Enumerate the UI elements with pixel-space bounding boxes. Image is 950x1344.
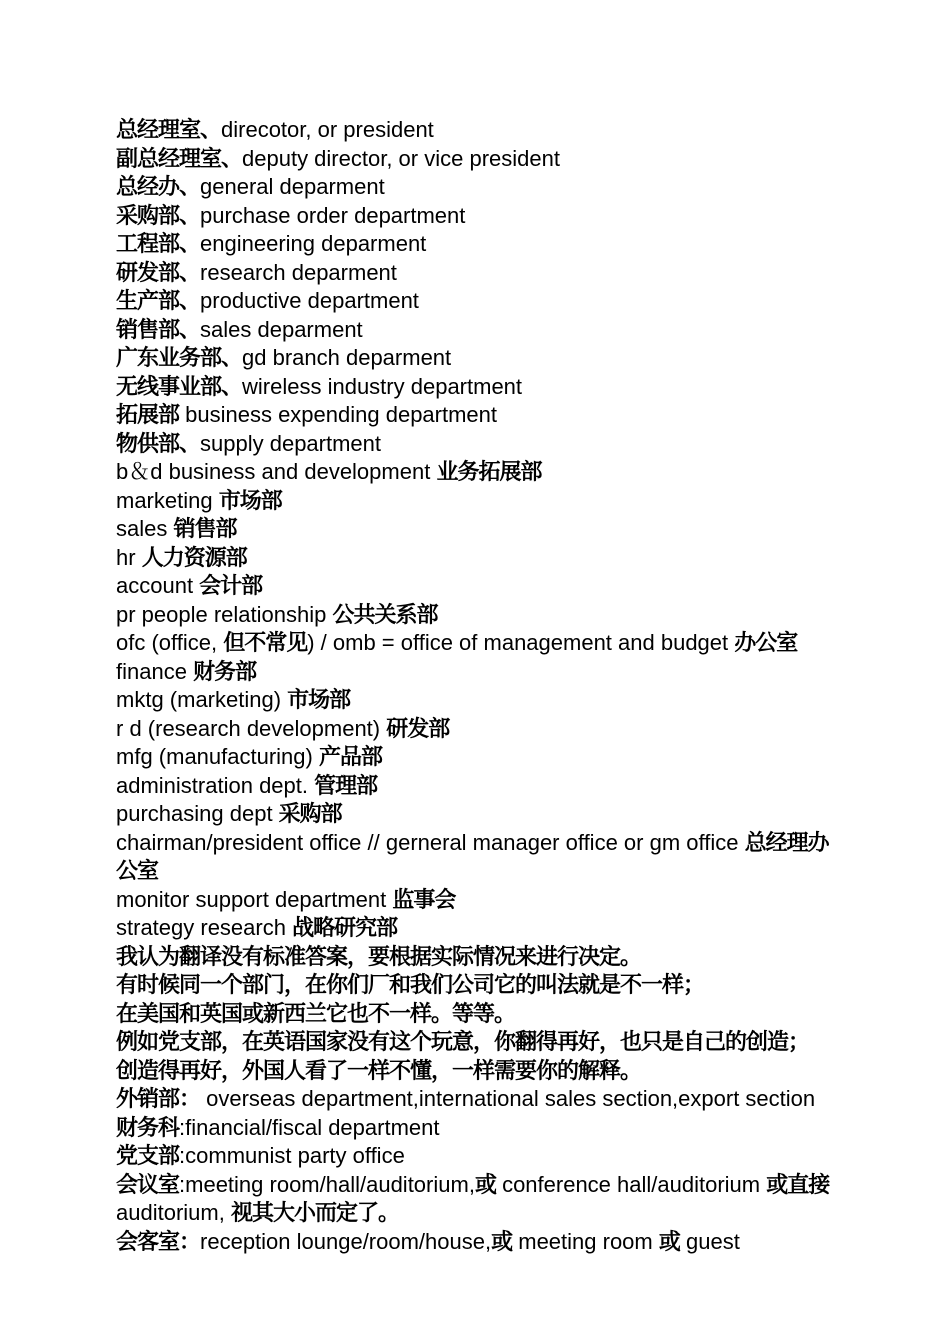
english-term: sales deparment bbox=[200, 316, 363, 342]
english-term: monitor support department bbox=[116, 886, 393, 912]
chinese-term: 无线事业部、 bbox=[116, 374, 243, 400]
text-line bbox=[116, 1000, 836, 1029]
text-line bbox=[116, 1228, 836, 1257]
text-line bbox=[116, 829, 836, 886]
english-term: deputy director, or vice president bbox=[242, 145, 560, 171]
english-term: engineering deparment bbox=[200, 231, 427, 256]
chinese-term: 采购部 bbox=[278, 802, 342, 827]
english-term: :communist party office bbox=[179, 1143, 405, 1168]
chinese-term: 采购部、 bbox=[116, 203, 201, 229]
english-term: ofc (office, bbox=[116, 630, 224, 655]
english-term: administration dept. bbox=[116, 772, 315, 798]
chinese-term: 会客室： bbox=[116, 1229, 201, 1255]
text-line bbox=[116, 800, 836, 829]
chinese-term: 或直接 bbox=[766, 1172, 830, 1198]
english-term: mktg (marketing) bbox=[116, 687, 288, 712]
chinese-term: 研发部 bbox=[386, 716, 450, 742]
chinese-term: 视其大小而定了。 bbox=[230, 1201, 399, 1226]
english-term: meeting room bbox=[512, 1228, 659, 1254]
english-term: general deparment bbox=[200, 174, 385, 199]
text-line bbox=[116, 943, 836, 972]
chinese-term: 但不常见 bbox=[223, 631, 308, 656]
chinese-term: 人力资源部 bbox=[141, 545, 247, 571]
text-line bbox=[116, 971, 836, 1000]
text-line bbox=[116, 316, 836, 345]
text-line bbox=[116, 373, 836, 402]
english-term: hr bbox=[116, 544, 142, 570]
chinese-term: 公共关系部 bbox=[332, 602, 438, 628]
english-term: r d (research development) bbox=[116, 715, 387, 741]
english-term: overseas department,international sales section,export section bbox=[200, 1086, 816, 1111]
text-line bbox=[116, 1085, 836, 1142]
english-term: sales bbox=[116, 516, 174, 541]
chinese-term: 产品部 bbox=[318, 745, 382, 770]
english-term: productive department bbox=[200, 288, 419, 313]
english-term: account bbox=[116, 573, 200, 598]
english-term: :meeting room/hall/auditorium, bbox=[179, 1171, 475, 1197]
text-line bbox=[116, 572, 836, 601]
chinese-term: 副总经理室、 bbox=[116, 146, 243, 172]
text-line bbox=[116, 230, 836, 259]
text-line bbox=[116, 743, 836, 772]
text-line bbox=[116, 914, 836, 943]
text-line bbox=[116, 544, 836, 573]
english-term: reception lounge/room/house, bbox=[200, 1228, 492, 1254]
english-term: purchase order department bbox=[200, 202, 466, 228]
text-line bbox=[116, 145, 836, 174]
chinese-term: 财务科 bbox=[116, 1115, 180, 1141]
chinese-term: 市场部 bbox=[218, 488, 282, 514]
english-term: gd branch deparment bbox=[242, 345, 452, 370]
english-term: marketing bbox=[116, 487, 219, 513]
english-term: guest bbox=[679, 1228, 740, 1254]
text-line bbox=[116, 515, 836, 544]
chinese-term: 业务拓展部 bbox=[436, 460, 542, 485]
text-line bbox=[116, 715, 836, 744]
chinese-term: 总经理室、 bbox=[116, 118, 222, 143]
text-line bbox=[116, 458, 836, 487]
chinese-term: 监事会 bbox=[392, 887, 456, 913]
chinese-term: 销售部 bbox=[173, 517, 237, 542]
chinese-term: 销售部、 bbox=[116, 317, 201, 343]
chinese-term: 会计部 bbox=[199, 574, 263, 599]
english-term: b＆d business and development bbox=[116, 459, 437, 484]
english-term: auditorium, bbox=[116, 1200, 231, 1225]
text-line bbox=[116, 202, 836, 231]
english-term: business expending department bbox=[179, 402, 498, 427]
text-line bbox=[116, 487, 836, 516]
chinese-term: 外销部： bbox=[116, 1087, 201, 1112]
chinese-term: 或 bbox=[491, 1229, 513, 1255]
chinese-term: 生产部、 bbox=[116, 289, 201, 314]
text-line bbox=[116, 886, 836, 915]
text-line bbox=[116, 601, 836, 630]
chinese-term: 会议室 bbox=[116, 1172, 180, 1198]
chinese-term: 总经理办公室 bbox=[116, 830, 829, 884]
chinese-term: 工程部、 bbox=[116, 232, 201, 257]
chinese-term: 管理部 bbox=[314, 773, 378, 799]
chinese-term: 我认为翻译没有标准答案，要根据实际情况来进行决定。 bbox=[116, 944, 642, 970]
chinese-term: 党支部 bbox=[116, 1144, 180, 1169]
chinese-term: 战略研究部 bbox=[292, 916, 398, 941]
text-line bbox=[116, 1028, 836, 1085]
chinese-term: 广东业务部、 bbox=[116, 346, 243, 371]
chinese-term: 有时候同一个部门，在你们厂和我们公司它的叫法就是不一样； bbox=[116, 973, 705, 998]
chinese-term: 总经办、 bbox=[116, 175, 201, 200]
english-term: finance bbox=[116, 658, 194, 684]
text-line bbox=[116, 686, 836, 715]
text-line bbox=[116, 116, 836, 145]
text-line bbox=[116, 629, 836, 686]
english-term: purchasing dept bbox=[116, 801, 279, 826]
chinese-term: 拓展部 bbox=[116, 403, 180, 428]
chinese-term: 财务部 bbox=[193, 659, 257, 685]
text-line bbox=[116, 401, 836, 430]
english-term: direcotor, or president bbox=[221, 117, 434, 142]
text-line bbox=[116, 1142, 836, 1171]
text-line bbox=[116, 259, 836, 288]
text-line bbox=[116, 344, 836, 373]
english-term: ) / omb = office of management and budget bbox=[307, 630, 735, 655]
english-term: strategy research bbox=[116, 915, 293, 940]
text-line bbox=[116, 287, 836, 316]
text-line bbox=[116, 430, 836, 459]
english-term: supply department bbox=[200, 430, 382, 456]
english-term: chairman/president office // gerneral manager office or gm office bbox=[116, 829, 745, 855]
english-term: :financial/fiscal department bbox=[179, 1114, 440, 1140]
chinese-term: 研发部、 bbox=[116, 260, 201, 286]
text-line bbox=[116, 173, 836, 202]
document-page bbox=[116, 116, 836, 1256]
chinese-term: 办公室 bbox=[734, 631, 798, 656]
text-line bbox=[116, 1171, 836, 1228]
chinese-term: 例如党支部，在英语国家没有这个玩意，你翻得再好，也只是自己的创造； 创造得再好，外国人看了一样不懂，一样需要你的解释。 bbox=[116, 1030, 810, 1084]
chinese-term: 在美国和英国或新西兰它也不一样。等等。 bbox=[116, 1001, 516, 1027]
english-term: research deparment bbox=[200, 259, 397, 285]
chinese-term: 物供部、 bbox=[116, 431, 201, 457]
chinese-term: 或 bbox=[474, 1172, 496, 1198]
english-term: conference hall/auditorium bbox=[495, 1171, 767, 1197]
english-term: wireless industry department bbox=[242, 373, 523, 399]
text-line bbox=[116, 772, 836, 801]
chinese-term: 或 bbox=[658, 1229, 680, 1255]
english-term: pr people relationship bbox=[116, 601, 333, 627]
chinese-term: 市场部 bbox=[287, 688, 351, 713]
english-term: mfg (manufacturing) bbox=[116, 744, 319, 769]
